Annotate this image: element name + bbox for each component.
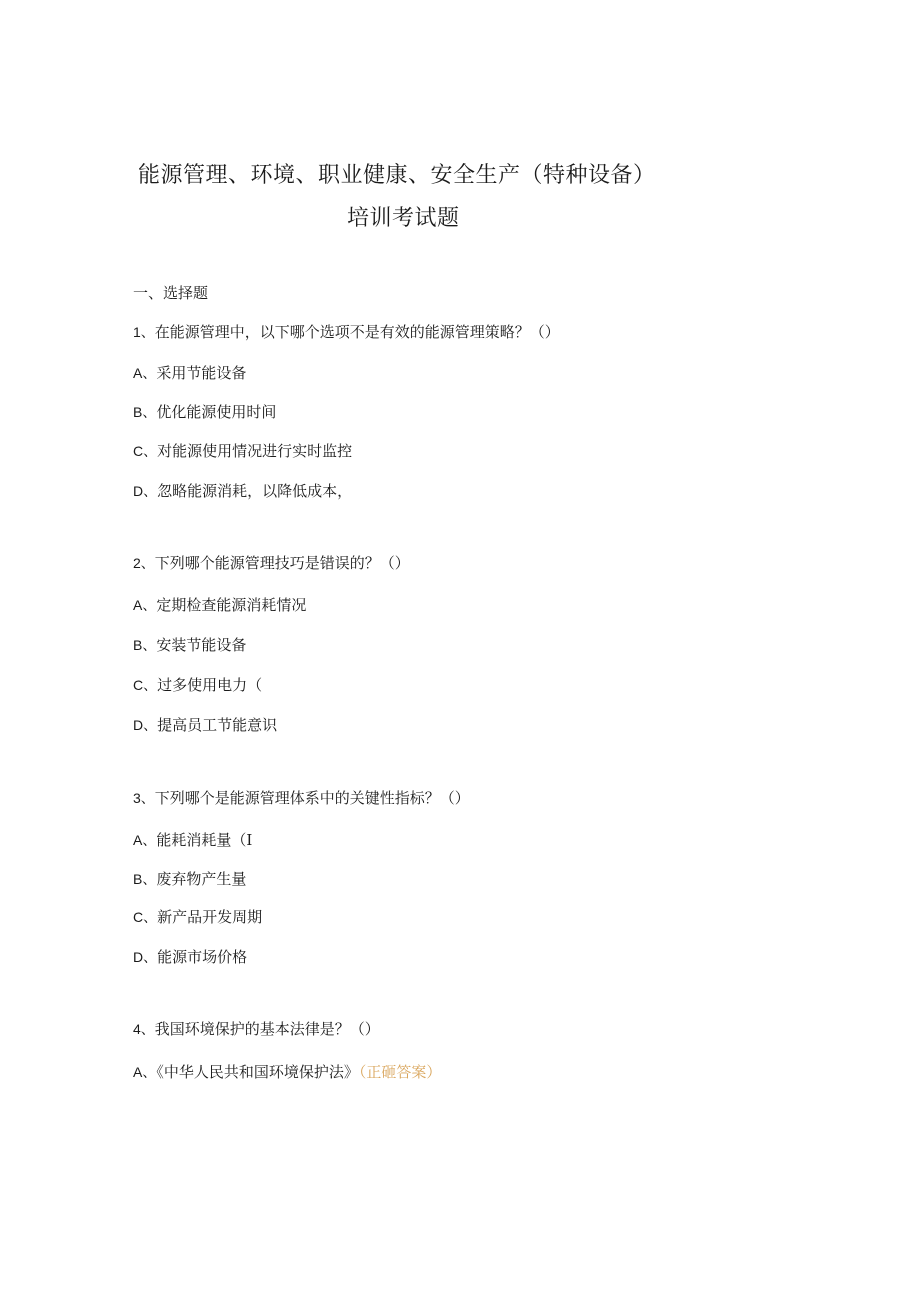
option-text: 能耗消耗量（I [156,831,253,849]
question-3-option-a [133,829,252,851]
question-1-option-d [133,480,352,502]
option-letter: A、 [133,1064,157,1080]
question-number: 1、 [133,324,155,340]
option-text: 采用节能设备 [156,364,247,382]
question-2-option-a [133,594,306,616]
option-text: 忽略能源消耗，以降低成本， [157,482,353,500]
option-text: 优化能源使用时间 [156,403,277,421]
correct-answer-note: （正砸答案） [358,1063,442,1081]
option-letter: B、 [133,404,157,420]
question-1-option-a [133,362,246,384]
question-text: 在能源管理中，以下哪个选项不是有效的能源管理策略？（） [154,323,560,341]
question-4-option-a [133,1061,441,1083]
question-2-option-b [133,634,246,656]
question-number: 4、 [133,1021,155,1037]
question-3 [133,787,470,809]
question-2-option-d [133,714,277,736]
option-text: 废弃物产生量 [156,870,247,888]
question-1-option-c [133,440,352,462]
option-letter: C、 [133,677,158,693]
option-letter: A、 [133,832,157,848]
option-text: 新产品开发周期 [157,908,263,926]
document-title-line-1: 能源管理、环境、职业健康、安全生产（特种设备） [138,163,656,188]
option-letter: C、 [133,443,158,459]
section-heading: 一、选择题 [133,284,209,302]
option-letter: D、 [133,717,158,733]
question-number: 3、 [133,790,155,806]
question-4 [133,1018,380,1040]
option-letter: B、 [133,637,157,653]
option-letter: D、 [133,483,158,499]
question-3-option-c [133,906,262,928]
document-title-line-2: 培训考试题 [347,206,460,231]
question-1 [133,321,560,343]
question-2 [133,552,410,574]
question-text: 我国环境保护的基本法律是？（） [154,1020,380,1038]
option-letter: A、 [133,365,157,381]
option-text: 过多使用电力（ [157,676,263,694]
question-text: 下列哪个是能源管理体系中的关键性指标？（） [154,789,470,807]
question-2-option-c [133,674,262,696]
option-letter: A、 [133,597,157,613]
option-letter: D、 [133,949,158,965]
option-text: 安装节能设备 [156,636,247,654]
question-3-option-d [133,946,247,968]
question-3-option-b [133,868,246,890]
option-text: 定期检查能源消耗情况 [156,596,307,614]
option-letter: C、 [133,909,158,925]
option-text: 对能源使用情况进行实时监控 [157,442,353,460]
question-number: 2、 [133,555,155,571]
option-letter: B、 [133,871,157,887]
question-1-option-b [133,401,276,423]
option-text: 能源市场价格 [157,948,248,966]
option-text: 《中华人民共和国环境保护法》 [156,1063,359,1081]
option-text: 提高员工节能意识 [157,716,278,734]
question-text: 下列哪个能源管理技巧是错误的？（） [154,554,410,572]
